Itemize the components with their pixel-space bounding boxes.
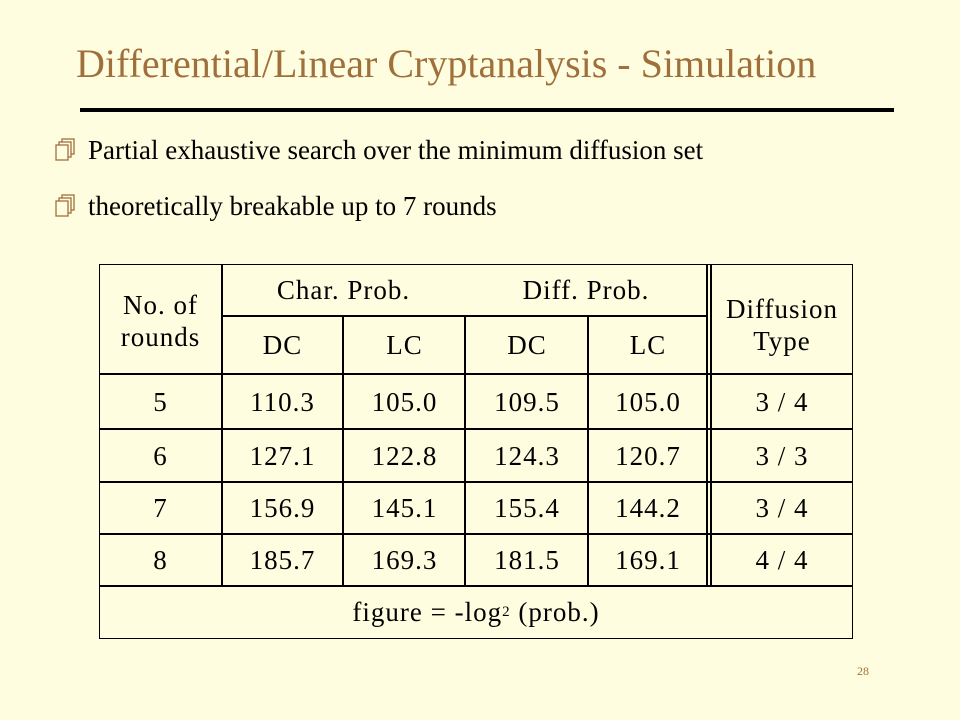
- bullet-text: Partial exhaustive search over the minimum diffusion set: [88, 134, 704, 165]
- cell-rounds: 8: [153, 545, 168, 575]
- cell-diffusion-type: 3 / 4: [755, 493, 809, 523]
- footnote-prefix: figure = -log: [352, 597, 503, 627]
- cell-diff-lc: 105.0: [615, 386, 681, 417]
- cell-diff-dc: 181.5: [494, 545, 560, 575]
- cell-char-lc: 122.8: [371, 440, 438, 471]
- footnote-subscript: 2: [502, 604, 511, 620]
- cell-diff-dc: 109.5: [494, 386, 560, 417]
- cell-char-lc: 105.0: [371, 386, 438, 417]
- bullet-list: [52, 135, 703, 247]
- bullet-text: theoretically breakable up to 7 rounds: [88, 190, 497, 221]
- stacked-pages-icon: [52, 193, 78, 219]
- bullet-item: [52, 135, 703, 165]
- header-diffusion-type: Diffusion Type: [725, 294, 838, 356]
- header-rounds: No. of rounds: [120, 290, 201, 352]
- results-table: [99, 264, 853, 639]
- header-diff-dc: DC: [507, 329, 547, 360]
- header-diff-lc: LC: [629, 329, 667, 360]
- cell-diff-lc: 144.2: [615, 493, 681, 523]
- cell-diff-dc: 124.3: [494, 440, 560, 471]
- header-char-dc: DC: [262, 329, 303, 360]
- cell-char-dc: 156.9: [249, 493, 316, 523]
- cell-rounds: 6: [153, 440, 168, 471]
- cell-char-lc: 145.1: [371, 493, 438, 523]
- table-footnote: [100, 587, 852, 637]
- header-char-prob: Char. Prob.: [276, 275, 411, 305]
- cell-diffusion-type: 3 / 3: [755, 440, 809, 471]
- header-char-lc: LC: [386, 329, 423, 360]
- cell-diff-lc: 120.7: [615, 440, 681, 471]
- cell-diffusion-type: 4 / 4: [755, 545, 809, 575]
- cell-diffusion-type: 3 / 4: [755, 386, 809, 417]
- footnote-suffix: (prob.): [510, 597, 600, 627]
- cell-rounds: 7: [153, 493, 168, 523]
- header-diff-prob: Diff. Prob.: [522, 275, 650, 305]
- title-underline: [80, 108, 894, 112]
- cell-char-dc: 127.1: [249, 440, 316, 471]
- cell-char-dc: 110.3: [250, 386, 315, 417]
- slide-title: Differential/Linear Cryptanalysis - Simulation: [76, 41, 817, 86]
- cell-char-lc: 169.3: [371, 545, 438, 575]
- cell-diff-dc: 155.4: [494, 493, 560, 523]
- cell-char-dc: 185.7: [249, 545, 316, 575]
- page-number: 28: [857, 664, 869, 678]
- cell-rounds: 5: [153, 386, 168, 417]
- bullet-item: [52, 191, 703, 221]
- cell-diff-lc: 169.1: [615, 545, 681, 575]
- stacked-pages-icon: [52, 137, 78, 163]
